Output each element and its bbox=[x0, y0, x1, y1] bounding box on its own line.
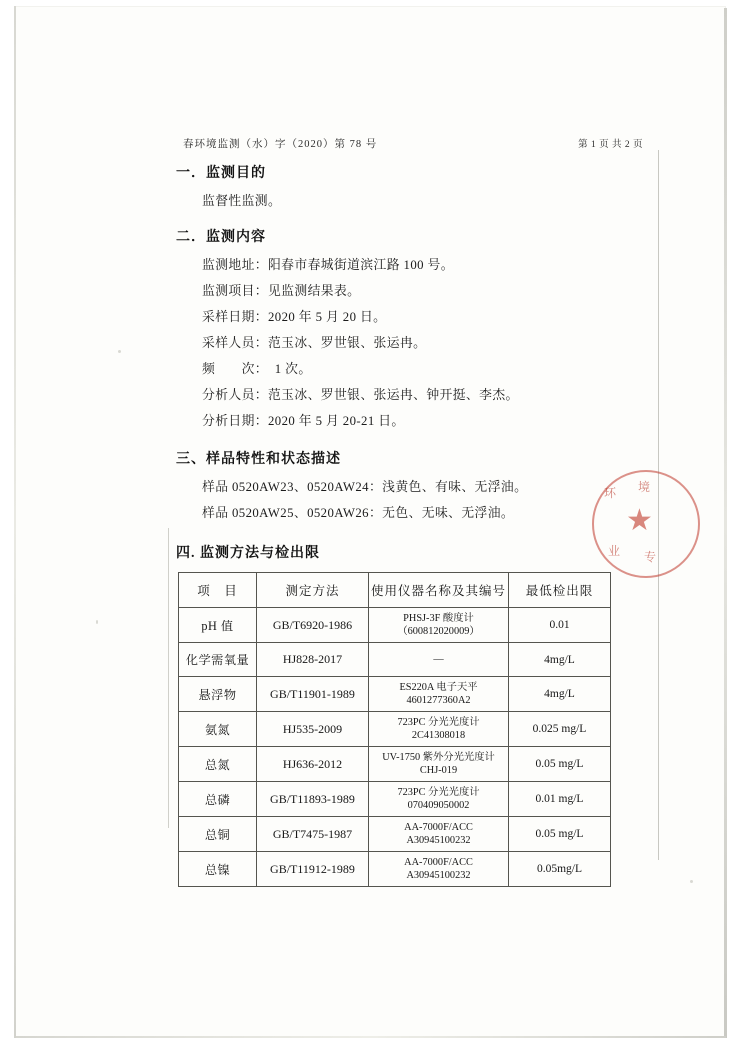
scan-speck bbox=[96, 620, 98, 624]
document-body bbox=[176, 162, 646, 887]
col-header-instrument: 使用仪器名称及其编号 bbox=[369, 573, 509, 608]
cell-item: 总镍 bbox=[179, 852, 257, 887]
scan-edge-right bbox=[724, 8, 727, 1038]
cell-item: pH 值 bbox=[179, 608, 257, 643]
cell-method: GB/T11901-1989 bbox=[257, 677, 369, 712]
cell-detection-limit: 0.01 bbox=[509, 608, 611, 643]
cell-method: GB/T7475-1987 bbox=[257, 817, 369, 852]
cell-method: GB/T6920-1986 bbox=[257, 608, 369, 643]
scan-speck bbox=[118, 350, 121, 353]
table-header-row bbox=[179, 573, 611, 608]
table-row bbox=[179, 608, 611, 643]
cell-instrument: AA-7000F/ACC A30945100232 bbox=[369, 817, 509, 852]
table-row bbox=[179, 817, 611, 852]
seal-char-4: 专 bbox=[644, 550, 658, 564]
method-table-wrapper bbox=[178, 572, 610, 887]
cell-instrument: AA-7000F/ACC A30945100232 bbox=[369, 852, 509, 887]
cell-method: GB/T11912-1989 bbox=[257, 852, 369, 887]
cell-instrument: PHSJ-3F 酸度计 （600812020009） bbox=[369, 608, 509, 643]
cell-detection-limit: 0.05 mg/L bbox=[509, 747, 611, 782]
table-row bbox=[179, 677, 611, 712]
section-4-title: 四. 监测方法与检出限 bbox=[176, 546, 320, 561]
section-2-line-4: 频 次： 1 次。 bbox=[202, 362, 312, 376]
cell-method: GB/T11893-1989 bbox=[257, 782, 369, 817]
cell-detection-limit: 0.05 mg/L bbox=[509, 817, 611, 852]
section-2-line-2: 采样日期：2020 年 5 月 20 日。 bbox=[202, 310, 387, 324]
cell-detection-limit: 4mg/L bbox=[509, 643, 611, 677]
section-1-line-0: 监督性监测。 bbox=[202, 194, 282, 208]
cell-item: 化学需氧量 bbox=[179, 643, 257, 677]
margin-rule-left bbox=[168, 528, 169, 828]
cell-instrument: ES220A 电子天平 4601277360A2 bbox=[369, 677, 509, 712]
cell-detection-limit: 0.05mg/L bbox=[509, 852, 611, 887]
table-row bbox=[179, 643, 611, 677]
section-3-title: 三、样品特性和状态描述 bbox=[176, 452, 341, 467]
cell-item: 总铜 bbox=[179, 817, 257, 852]
section-2-line-5: 分析人员：范玉冰、罗世银、张运冉、钟开挺、李杰。 bbox=[202, 388, 519, 402]
col-header-method: 测定方法 bbox=[257, 573, 369, 608]
section-2-line-6: 分析日期：2020 年 5 月 20-21 日。 bbox=[202, 414, 405, 428]
col-header-item: 项 目 bbox=[179, 573, 257, 608]
section-1-title: 一．监测目的 bbox=[176, 166, 266, 181]
margin-rule-right bbox=[658, 150, 659, 860]
table-row bbox=[179, 852, 611, 887]
page-number: 第 1 页 共 2 页 bbox=[578, 140, 643, 150]
section-3-line-0: 样品 0520AW23、0520AW24：浅黄色、有味、无浮油。 bbox=[202, 480, 528, 494]
table-row bbox=[179, 712, 611, 747]
seal-char-1: 环 bbox=[604, 486, 618, 500]
cell-method: HJ636-2012 bbox=[257, 747, 369, 782]
seal-char-2: 境 bbox=[638, 480, 652, 494]
cell-method: HJ828-2017 bbox=[257, 643, 369, 677]
seal-star-icon: ★ bbox=[626, 504, 653, 537]
section-3-line-1: 样品 0520AW25、0520AW26：无色、无味、无浮油。 bbox=[202, 506, 515, 520]
scan-edge-bottom bbox=[16, 1036, 726, 1038]
cell-item: 总磷 bbox=[179, 782, 257, 817]
seal-char-3: 业 bbox=[608, 544, 622, 558]
scan-speck bbox=[690, 880, 693, 883]
scan-edge-left bbox=[14, 6, 16, 1038]
table-row bbox=[179, 747, 611, 782]
cell-method: HJ535-2009 bbox=[257, 712, 369, 747]
section-2-title: 二．监测内容 bbox=[176, 230, 266, 245]
cell-detection-limit: 0.01 mg/L bbox=[509, 782, 611, 817]
cell-item: 总氮 bbox=[179, 747, 257, 782]
report-number: 春环境监测（水）字（2020）第 78 号 bbox=[183, 139, 378, 150]
table-row bbox=[179, 782, 611, 817]
section-2-line-3: 采样人员：范玉冰、罗世银、张运冉。 bbox=[202, 336, 427, 350]
cell-instrument: 723PC 分光光度计 2C41308018 bbox=[369, 712, 509, 747]
cell-instrument: 723PC 分光光度计 070409050002 bbox=[369, 782, 509, 817]
section-2-line-1: 监测项目：见监测结果表。 bbox=[202, 284, 361, 298]
document-header bbox=[183, 136, 643, 151]
cell-instrument: UV-1750 紫外分光光度计 CHJ-019 bbox=[369, 747, 509, 782]
section-2-line-0: 监测地址：阳春市春城街道滨江路 100 号。 bbox=[202, 258, 454, 272]
col-header-detection-limit: 最低检出限 bbox=[509, 573, 611, 608]
cell-item: 悬浮物 bbox=[179, 677, 257, 712]
cell-instrument: — bbox=[369, 643, 509, 677]
cell-detection-limit: 4mg/L bbox=[509, 677, 611, 712]
cell-detection-limit: 0.025 mg/L bbox=[509, 712, 611, 747]
cell-item: 氨氮 bbox=[179, 712, 257, 747]
method-detection-limit-table bbox=[178, 572, 611, 887]
